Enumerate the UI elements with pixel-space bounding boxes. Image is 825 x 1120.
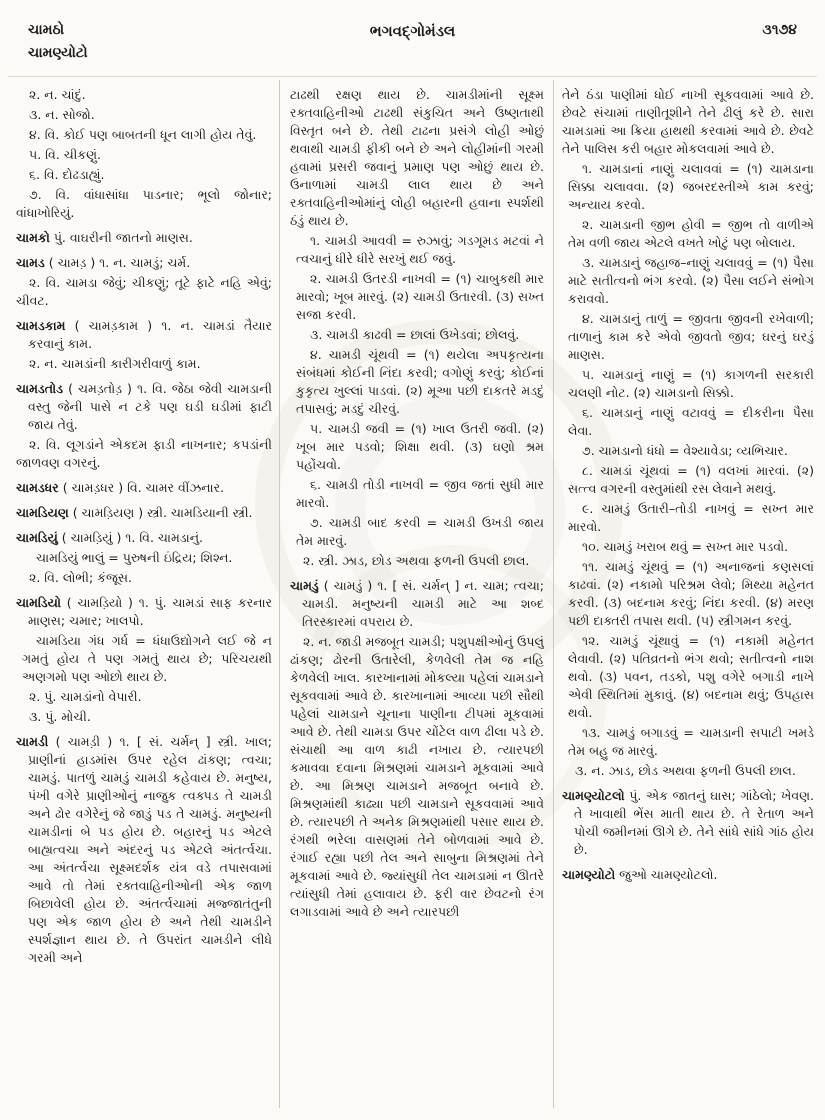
headword: ચામડધર [16,480,59,495]
idiom-paragraph: ૨. ચામડાની જીભ હોવી = જીભ તો વાળીએ તેમ વળી જાય એટલે વખતે ખોટું પણ બોલાય. [568,217,814,250]
idiom-paragraph: ૩. ચામડાનું જહાજ–નાણું ચલાવવું = (૧) પૈસા માટે સતીત્વનો ભંગ કરવો. (૨) પૈસા લઈને સંભોગ કરાવવો. [568,255,814,306]
sense-paragraph: ૨. વિ. લોભી; કંજૂસ. [29,570,132,585]
plain-paragraph: ટાઢથી રક્ષણ થાય છે. ચામડીમાંની સૂક્ષ્મ રક્તવાહિનીઓ ટાઢથી સંકુચિત અને ઉષ્ણતાથી વિસ્તૃત બને છે. તેથી ટાઢના પ્રસંગે લોહી ઓછું થવાથી ચામડી ફીકી બને છે અને લોહીમાંની ગરમી હવામાં પ્રસરી જવાનું પ્રમાણ પણ ઓછું થાય છે. ઉનાળામાં ચામડી લાલ થાય છે અને રક્તવાહિનીઓમાંનું લોહી બહારની હવાના સ્પર્શથી ઠંડું થાય છે. [290,87,544,228]
entry-paragraph: ચામડતોડ ( ચમડ઼તોડ઼ ) ૧. વિ. જેઠા જેવી ચામડાની વસ્તુ જેની પાસે ન ટકે પણ ઘડી ઘડીમાં ફાટી જાય તેવું. [16,381,272,432]
sense-paragraph: ૨. વિ. ચામડા જેવું; ચીકણું; તૂટે ફાટે નહિ એવું; ચીવટ. [16,275,272,308]
idiom-paragraph: ૮. ચામડાં ચૂંથવાં = (૧) વલખાં મારવાં. (૨) સત્ત્વ વગરની વસ્તુમાંથી રસ લેવાને મથવું. [568,463,814,496]
text-column-2 [290,84,544,1110]
idiom-paragraph: ૪. ચામડાનું તાળું = જીવતા જીવની રખેવાળી; તાળાનું કામ કરે એવો જીવતો જીવ; ઘરનું ઘરડું માણસ. [568,311,814,362]
idiom-paragraph: ચામડિયું ભાલું = પુરુષની ઇંદ્રિય; શિશ્ન. [36,550,233,565]
page-number: ૩૧૭૪ [762,22,797,38]
headword: ચામણ્યોટલો [562,788,625,803]
idiom-paragraph: ચામડિયા ગંધ ગર્ધ = ધંધાઉદ્યોગને લઈ જે ન ગમતું હોય તે પણ ગમતું થાય છે; પરિચયથી અણગમો પણ ઓછો થાય છે. [22,633,272,684]
plain-paragraph: તેને ઠંડા પાણીમાં ધોઈ નાખી સૂકવવામાં આવે છે. છેવટે સંચામાં તાણીતૂશીને તેને ઢીલું કરે છે. સારા ચામડામાં આ ક્રિયા હાથથી કરવામાં આવે છે. છેવટે તેને પાલિસ કરી બહાર મોકલવામાં આવે છે. [562,87,814,156]
sense-paragraph: ૩. ન. ઝાડ, છોડ અથવા ફળની ઉપલી છાલ. [575,763,796,778]
idiom-paragraph: ૫. ચામડી જવી = (૧) ખાલ ઉતરી જવી. (૨) ખૂબ માર પડવો; શિક્ષા થવી. (૩) ઘણો શ્રમ પહોંચવો. [296,421,544,472]
headword: ચામડ [16,255,45,270]
entry-paragraph: ચામડકામ ( ચામડ઼કામ ) ૧. ન. ચામડાં તૈયાર કરવાનું કામ. [16,318,272,351]
sense-paragraph: ૬. વિ. દોઢડાહ્યું. [29,167,105,182]
entry-paragraph: ચામણ્યોટલો પું. એક જાતનું ઘાસ; ગાંઠેલો; ખેવણ. તે ખાવાથી ભેંસ માતી થાય છે. તે રેતાળ અને પોચી જમીનમાં ઊગે છે. તેને સાંધે સાંધે ગાંઠ હોય છે. [562,788,814,857]
headword: ચામડું [290,578,319,593]
idiom-paragraph: ૪. ચામડી ચૂંથવી = (૧) થયેલા અપકૃત્યના સંબંધમાં કોઈની નિંદા કરવી; વગોણું કરવું; કોઈનાં કુકૃત્ય ખુલ્લાં પાડવાં. (૨) મૂઆ પછી દાકતરે મડદું તપાસવું; મડદું ચીરવું. [296,347,544,416]
sense-paragraph: ૩. પું. મોચી. [29,709,91,724]
idiom-paragraph: ૯. ચામડું ઉતારી–તોડી નાખવું = સખ્ત માર મારવો. [568,501,814,534]
headword: ચામડતોડ [16,381,64,396]
guide-word-first: ચામઠો [28,22,65,38]
idiom-paragraph: ૫. ચામડાનું નાણું = (૧) કાગળની સરકારી ચલણી નોટ. (૨) ચામડાનો સિક્કો. [568,367,814,400]
column-divider [553,80,554,1108]
headword: ચામડિયો [16,595,61,610]
sense-paragraph: ૩. ન. સોજો. [29,107,95,122]
idiom-paragraph: ૬. ચામડાનું નાણું વટાવવું = દીકરીના પૈસા લેવા. [568,405,814,438]
sense-paragraph: ૪. વિ. કોઈ પણ બાબતની ધૂન લાગી હોય તેવું. [29,127,257,142]
page-title: ભગવદ્ગોમંડલ [369,22,456,40]
sense-paragraph: ૨. વિ. લૂગડાંને એકદમ ફાડી નાખનાર; કપડાંની જાળવણ વગરનું. [16,437,272,470]
headword: ચામડકામ [16,318,66,333]
idiom-paragraph: ૭. ચામડી બાદ કરવી = ચામડી ઉખડી જાય તેમ મારવું. [296,515,544,548]
headword: ચામકો [16,230,50,245]
idiom-paragraph: ૧૩. ચામડું બગાડવું = ચામડાની સપાટી ખમડે તેમ બહુ જ મારવું. [568,725,814,758]
entry-paragraph: ચામડ ( ચામડ઼ ) ૧. ન. ચામડું; ચર્મ. [16,255,191,270]
headword: ચામડિયણ [16,505,69,520]
idiom-paragraph: ૧. ચામડાનાં નાણું ચલાવવાં = (૧) ચામડાના સિક્કા ચલાવવા. (૨) જબરદસ્તીએ કામ કરવું; અન્યાય કરવો. [568,161,814,212]
idiom-paragraph: ૧૨. ચામડું ચૂંથાવું = (૧) નકામી મહેનત લેવાવી. (૨) પતિવ્રતનો ભંગ થવો; સતીત્વનો નાશ થવો. (૩) પવન, તડકો, પશુ વગેરે બગાડી નાખે એવી સ્થિતિમાં મુકાવું. (૪) બદનામ થવું; ઉપહાસ થવો. [568,633,814,720]
column-divider [279,80,280,1108]
entry-paragraph: ચામડું ( ચામડું ) ૧. [ સં. ચર્મન્ ] ન. ચામ; ત્વચા; ચામડી. મનુષ્યની ચામડી માટે આ શબ્દ તિરસ્કારમાં વપરાય છે. [290,578,544,629]
header-rule [8,76,817,77]
headword: ચામણ્યોટો [562,867,616,882]
entry-paragraph: ચામડધર ( ચામડ઼ધર ) વિ. ચામર વીંઝનાર. [16,480,225,495]
sense-paragraph: ૨. સ્ત્રી. ઝાડ, છોડ અથવા ફળની ઉપલી છાલ. [303,553,530,568]
sense-paragraph: ૨. ન. જાડી મજબૂત ચામડી; પશુપક્ષીઓનું ઉપલું ઢાંકણ; ઢોરની ઉતારેલી, કેળવેલી તેમ જ નહિ કેળવેલી ખાલ. કારખાનામાં મોકલ્યા પહેલાં ચામડાને સૂકવવામાં આવે છે. કારખાનામાં આવ્યા પછી સૌથી પહેલાં ચામડાને ચૂનાના પાણીના ટીપમાં મૂકવામાં આવે છે. તેથી ચામડા ઉપર ચોંટેલ વાળ ઢીલા પડે છે. સંચાથી આ વાળ કાઢી નખાય છે. ત્યારપછી કમાવવા દવાના મિશ્રણમાં ચામડાને મૂકવામાં આવે છે. આ મિશ્રણ ચામડાને મજબૂત બનાવે છે. મિશ્રણમાંથી કાઢ્યા પછી ચામડાને સૂકવવામાં આવે છે. ત્યારપછી તે અનેક મિશ્રણમાંથી પસાર થાય છે. રંગથી ભરેલા વાસણમાં તેને બોળવામાં આવે છે. રંગાઈ રહ્યા પછી તેલ અને સાબુના મિશ્રણમાં તેને મૂકવામાં આવે છે. જ્યાંસુધી તેલ ચામડામાં ન ઊતરે ત્યાંસુધી તેમાં હલાવાય છે. ફરી વાર છેવટનો રંગ લગાડવામાં આવે છે અને ત્યારપછી [290,634,544,919]
guide-word-last: ચામણ્યોટો [28,45,88,61]
idiom-paragraph: ૧૦. ચામડું ખરાબ થવું = સખ્ત માર પડવો. [582,539,789,554]
entry-paragraph: ચામણ્યોટો જુઓ ચામણ્યોટલો. [562,867,718,882]
idiom-paragraph: ૬. ચામડી તોડી નાખવી = જીવ જતાં સુધી માર મારવો. [296,477,544,510]
sense-paragraph: ૫. વિ. ચીકણું. [29,147,101,162]
sense-paragraph: ૭. વિ. વાંધાસાંધા પાડનાર; ભૂલો જોનાર; વાંધાખોરિયું. [16,187,272,220]
idiom-paragraph: ૩. ચામડી કાઢવી = છાલાં ઉખેડવાં; છોલવું. [310,327,520,342]
idiom-paragraph: ૧. ચામડી આવવી = રુઝાવું; ગડગૂમડ મટવાં ને ત્વચાનું ધીરે ધીરે સરખું થઈ જવું. [296,233,544,266]
entry-paragraph: ચામડિયું ( ચામડ઼િયું ) ૧. વિ. ચામડાનું. [16,530,204,545]
sense-paragraph: ૨. ન. ચામડાંની કારીગરીવાળું કામ. [29,356,201,371]
headword: ચામડિયું [16,530,58,545]
text-column-1 [16,84,272,1110]
idiom-paragraph: ૧૧. ચામડું ચૂંથવું = (૧) અનાજનાં કણસલાં કાઢવાં. (૨) નકામો પરિશ્રમ લેવો; મિથ્યા મહેનત કરવી. (૩) બદનામ કરવું; નિંદા કરવી. (૪) મરણ પછી દાક્તરી તપાસ થવી. (૫) સ્ત્રીગમન કરવું. [568,559,814,628]
entry-paragraph: ચામડિયો ( ચામડ઼િયો ) ૧. પું. ચામડાં સાફ કરનાર માણસ; ચમાર; ખાલપો. [16,595,272,628]
entry-paragraph: ચામડી ( ચામડ઼ી ) ૧. [ સં. ચર્મન્ ] સ્ત્રી. ખાલ; પ્રાણીનાં હાડમાંસ ઉપર રહેલ ઢાંકણ; ત્વચા; ચામડું. પાતળું ચામડું ચામડી કહેવાય છે. મનુષ્ય, પંખી વગેરે પ્રાણીઓનું નાજુક ત્વક્પડ તે ચામડી અને ઢોર વગેરેનું જે જાડું પડ તે ચામડું. મનુષ્યની ચામડીનાં બે પડ હોય છે. બહારનું પડ એટલે બાહ્યત્વચા અને અંદરનું પડ એટલે અંતર્ત્વચા. આ અંતર્ત્વચા સૂક્ષ્મદર્શક યંત્ર વડે તપાસવામાં આવે તો તેમાં રક્તવાહિનીઓની એક જાળ બિછાવેલી હોય છે. અંતર્ત્વચામાં મજ્જાતંતુની પણ એક જાળ હોય છે અને તેથી ચામડીને સ્પર્શજ્ઞાન થાય છે. તે ઉપરાંત ચામડીને લીધે ગરમી અને [16,734,272,965]
sense-paragraph: ૨. પું. ચામડાંનો વેપારી. [29,689,142,704]
headword: ચામડી [16,734,49,749]
page-header [26,22,799,44]
text-column-3 [562,84,814,1110]
entry-paragraph: ચામકો પું. વાઘરીની જાતનો માણસ. [16,230,193,245]
sense-paragraph: ૨. ન. ચાંદું. [29,87,86,102]
entry-paragraph: ચામડિયણ ( ચામડ઼િયણ ) સ્ત્રી. ચામડિયાની સ્ત્રી. [16,505,253,520]
idiom-paragraph: ૭. ચામડાનો ધંધો = વેશ્યાવેડા; વ્યભિચાર. [582,443,788,458]
idiom-paragraph: ૨. ચામડી ઉતરડી નાખવી = (૧) ચાબુકથી માર મારવો; ખૂબ મારવું. (૨) ચામડી ઉતારવી. (૩) સખ્ત સજા કરવી. [296,271,544,322]
